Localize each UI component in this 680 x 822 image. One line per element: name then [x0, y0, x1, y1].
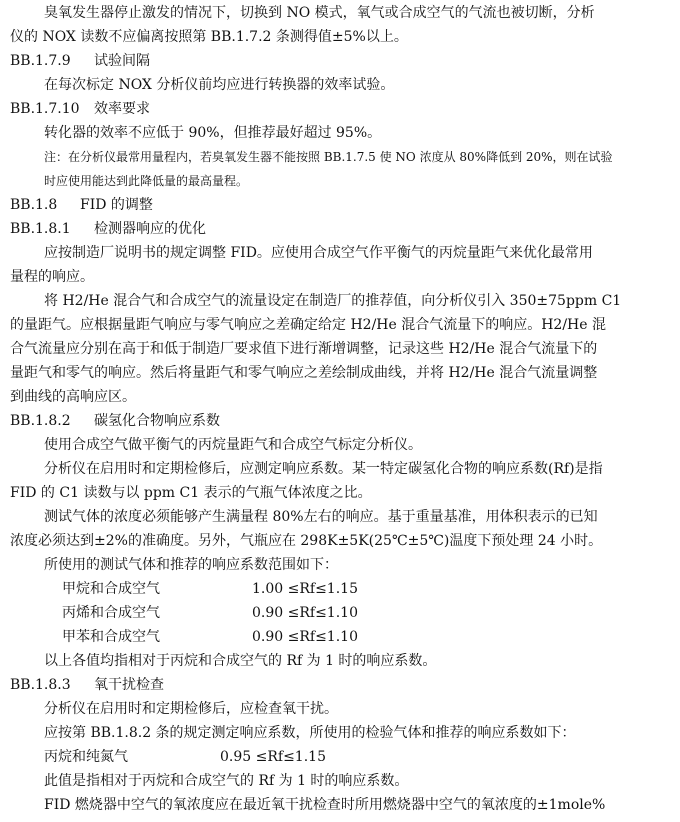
section-number: BB.1.7.9: [10, 53, 71, 69]
coefficient-value: 0.90 ≤Rf≤1.10: [252, 629, 358, 645]
coefficient-row: [62, 578, 358, 600]
section-heading: [10, 194, 153, 216]
text-line: FID 燃烧器中空气的氧浓度应在最近氧干扰检查时所用燃烧器中空气的氧浓度的±1mole%: [44, 797, 606, 813]
text-line: 测试气体的浓度必须能够产生满量程 80%左右的响应。基于重量基准，用体积表示的已知: [44, 509, 598, 525]
coefficient-row: [44, 746, 326, 768]
section-title: FID 的调整: [80, 197, 153, 213]
section-title: 检测器响应的优化: [94, 221, 206, 237]
text-line: 分析仪在启用时和定期检修后，应测定响应系数。某一特定碳氢化合物的响应系数(Rf)是指: [44, 461, 603, 477]
text-line: 所使用的测试气体和推荐的响应系数范围如下：: [44, 557, 338, 573]
section-heading: [10, 98, 150, 120]
text-line: 在每次标定 NOX 分析仪前均应进行转换器的效率试验。: [44, 77, 395, 93]
text-line: 将 H2/He 混合气和合成空气的流量设定在制造厂的推荐值，向分析仪引入 350±75ppm C1: [44, 293, 622, 309]
section-heading: [10, 410, 220, 432]
note-line: 时应使用能达到此降低量的最高量程。: [44, 174, 249, 188]
section-number: BB.1.8: [10, 197, 58, 213]
text-line: 到曲线的高响应区。: [10, 389, 136, 405]
section-number: BB.1.7.10: [10, 101, 80, 117]
text-line: 合气流量应分别在高于和低于制造厂要求值下进行渐增调整，记录这些 H2/He 混合气流量下的: [10, 341, 598, 357]
section-heading: [10, 218, 206, 240]
section-heading: [10, 50, 150, 72]
coefficient-row: [62, 626, 358, 648]
section-title: 氧干扰检查: [94, 677, 164, 693]
gas-label: 丙烯和合成空气: [62, 605, 160, 621]
gas-label: 甲苯和合成空气: [62, 629, 160, 645]
text-line: FID 的 C1 读数与以 ppm C1 表示的气瓶气体浓度之比。: [10, 485, 372, 501]
section-title: 试验间隔: [94, 53, 150, 69]
gas-label: 丙烷和纯氮气: [44, 749, 128, 765]
text-line: 此值是指相对于丙烷和合成空气的 Rf 为 1 时的响应系数。: [44, 773, 409, 789]
text-line: 应按第 BB.1.8.2 条的规定测定响应系数，所使用的检验气体和推荐的响应系数如下：: [44, 725, 576, 741]
section-number: BB.1.8.3: [10, 677, 71, 693]
text-line: 转化器的效率不应低于 90%，但推荐最好超过 95%。: [44, 125, 382, 141]
section-title: 效率要求: [94, 101, 150, 117]
section-number: BB.1.8.1: [10, 221, 71, 237]
section-heading: [10, 674, 164, 696]
text-line: 使用合成空气做平衡气的丙烷量距气和合成空气标定分析仪。: [44, 437, 422, 453]
coefficient-value: 0.90 ≤Rf≤1.10: [252, 605, 358, 621]
text-line: 臭氧发生器停止激发的情况下，切换到 NO 模式，氧气或合成空气的气流也被切断，分析: [44, 5, 595, 21]
gas-label: 甲烷和合成空气: [62, 581, 160, 597]
text-line: 应按制造厂说明书的规定调整 FID。应使用合成空气作平衡气的丙烷量距气来优化最常用: [44, 245, 593, 261]
text-line: 量程的响应。: [10, 269, 94, 285]
note-line: 注：在分析仪最常用量程内，若臭氧发生器不能按照 BB.1.7.5 使 NO 浓度从 80%降低到 20%，则在试验: [44, 150, 613, 164]
coefficient-value: 0.95 ≤Rf≤1.15: [220, 749, 326, 765]
section-number: BB.1.8.2: [10, 413, 71, 429]
text-line: 浓度必须达到±2%的准确度。另外，气瓶应在 298K±5K(25℃±5℃)温度下预处理 24 小时。: [10, 533, 603, 549]
text-line: 量距气和零气的响应。然后将量距气和零气响应之差绘制成曲线，并将 H2/He 混合气流量调整: [10, 365, 598, 381]
text-line: 仪的 NOX 读数不应偏离按照第 BB.1.7.2 条测得值±5%以上。: [10, 29, 408, 45]
coefficient-value: 1.00 ≤Rf≤1.15: [252, 581, 358, 597]
coefficient-row: [62, 602, 358, 624]
text-line: 以上各值均指相对于丙烷和合成空气的 Rf 为 1 时的响应系数。: [44, 653, 437, 669]
section-title: 碳氢化合物响应系数: [94, 413, 220, 429]
text-line: 分析仪在启用时和定期检修后，应检查氧干扰。: [44, 701, 338, 717]
text-line: 的量距气。应根据量距气响应与零气响应之差确定给定 H2/He 混合气流量下的响应。H2/He 混: [10, 317, 607, 333]
